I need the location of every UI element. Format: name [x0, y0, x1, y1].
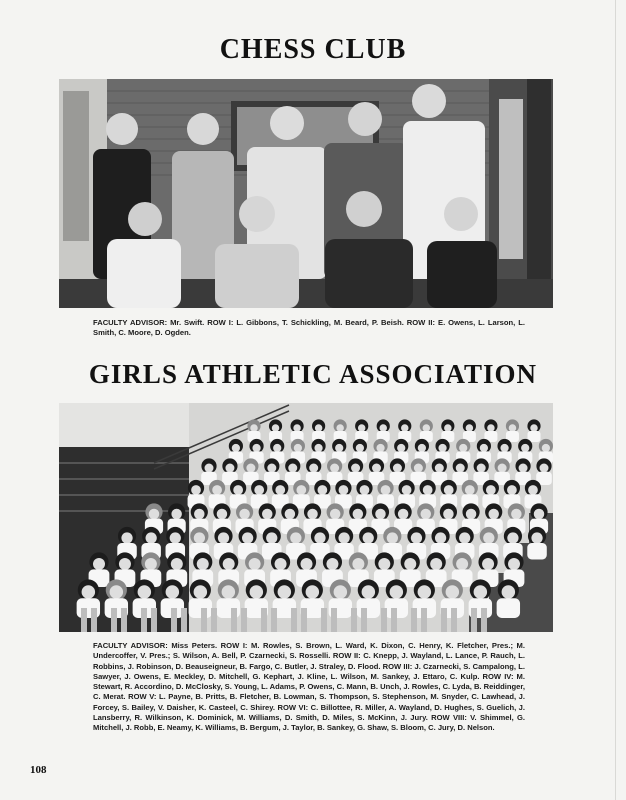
gaa-title: GIRLS ATHLETIC ASSOCIATION [88, 359, 538, 389]
gaa-photo-image [59, 403, 553, 632]
chess-club-photo [59, 79, 553, 308]
chess-club-photo-image [59, 79, 553, 308]
gaa-photo [59, 403, 553, 632]
page-number: 108 [30, 764, 47, 776]
page-edge-line [615, 0, 616, 800]
gaa-caption: FACULTY ADVISOR: Miss Peters. ROW I: M. Rowles, S. Brown, L. Ward, K. Dixon, C. Henry, K. Fletcher, Pres.; M. Undercoffer, V. Pres.; S. Wilson, A. Bell, P. Czarnecki, S. Rosselli. ROW II: C. Knepp, J. Wayland, L. Lance, P. Rauch, L. Robbins, J. Robinson, D. Beauseigneur, B. Fargo, C. Butler, J. Straley, D. Flood. ROW III: J. Czarnecki, S. Campalong, L. Sawyer, J. Owens, E. Meckley, D. Mitchell, G. Kephart, J. Kline, L. Wilson, M. Sankey, J. Ettaro, C. Kulp. ROW IV: M. Stewart, R. Accordino, D. McClosky, S. Young, L. Adams, P. Owens, C. Mann, B. Unch, J. Rowles, C. Lyda, B. Reiddinger, C. Merat. ROW V: L. Payne, B. Pritts, B. Fletcher, B. Lowman, S. Thompson, S. Stephenson, M. Snyder, C. Lawhead, J. Forcey, S. Bailey, V. Daisher, K. Casteel, C. Shirey. ROW VI: C. Billottee, R. Miller, A. Wayland, D. Hughes, S. Guelich, J. Lansberry, R. Wilkinson, K. Dominick, M. Williams, D. Smith, D. Miles, S. McKinn, J. Jury. ROW VIII: V. Shimmel, G. Mitchell, J. Robb, E. Neamy, K. Williams, B. Bergum, J. Taylor, B. Sankey, G. Shaw, S. Bloom, C. Jury, D. Nelson. [93, 641, 525, 733]
chess-club-title: CHESS CLUB [219, 34, 407, 65]
chess-club-caption: FACULTY ADVISOR: Mr. Swift. ROW I: L. Gibbons, T. Schickling, M. Beard, P. Beish. ROW II: E. Owens, L. Larson, L. Smith, C. Moore, D. Ogden. [93, 318, 525, 338]
